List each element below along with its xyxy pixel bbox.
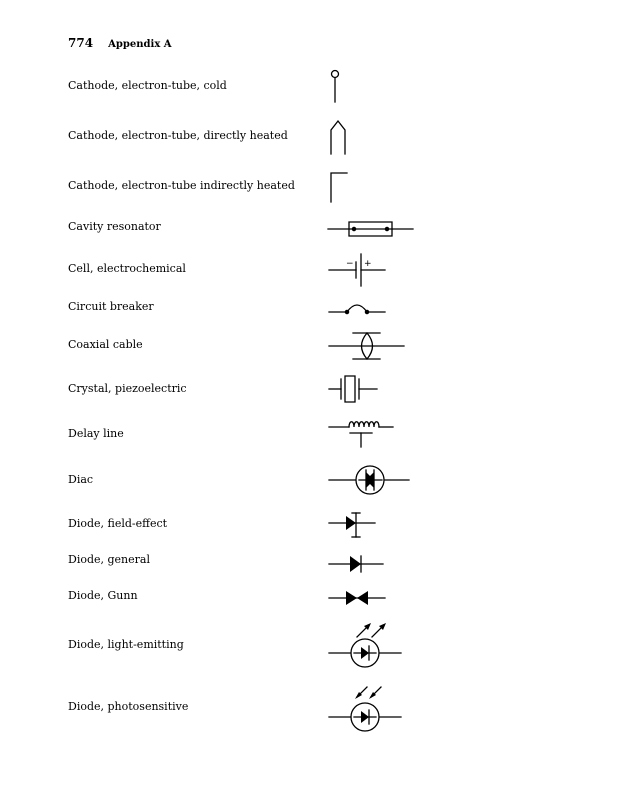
entry-label: Delay line — [68, 427, 124, 440]
electrochemical-cell-icon — [329, 254, 385, 286]
photosensitive-diode-icon — [329, 687, 401, 731]
light-emitting-diode-icon — [329, 623, 401, 667]
cavity-resonator-icon — [328, 222, 413, 236]
coaxial-cable-icon — [329, 333, 404, 359]
entry-label: Cathode, electron-tube indirectly heated — [68, 179, 295, 192]
entry-label: Diode, Gunn — [68, 589, 138, 602]
cathode-cold-icon — [332, 71, 339, 103]
cathode-indirectly-heated-icon — [331, 173, 347, 202]
delay-line-icon — [329, 422, 393, 447]
entry-label: Cavity resonator — [68, 220, 161, 233]
entry-label: Diode, light-emitting — [68, 638, 184, 651]
circuit-breaker-icon — [329, 305, 385, 314]
entry-label: Diode, general — [68, 553, 150, 566]
entry-label: Circuit breaker — [68, 300, 154, 313]
entry-label: Diac — [68, 473, 94, 486]
entry-label: Cathode, electron-tube, directly heated — [68, 129, 288, 142]
cathode-directly-heated-icon — [331, 121, 345, 154]
piezoelectric-crystal-icon — [329, 376, 377, 402]
entry-label: Diode, photosensitive — [68, 700, 189, 713]
field-effect-diode-icon — [329, 513, 375, 537]
entry-label: Crystal, piezoelectric — [68, 382, 187, 395]
section-title: Appendix A — [108, 39, 172, 50]
gunn-diode-icon — [329, 591, 385, 605]
polarity-plus-label: + — [364, 259, 372, 269]
entry-label: Diode, field-effect — [68, 517, 168, 530]
polarity-minus-label: − — [346, 259, 354, 269]
entry-label: Coaxial cable — [68, 338, 143, 351]
general-diode-icon — [329, 556, 383, 572]
diac-icon — [329, 466, 409, 494]
entry-label: Cathode, electron-tube, cold — [68, 79, 227, 92]
entry-label: Cell, electrochemical — [68, 262, 186, 275]
page-number: 774 — [68, 36, 94, 50]
